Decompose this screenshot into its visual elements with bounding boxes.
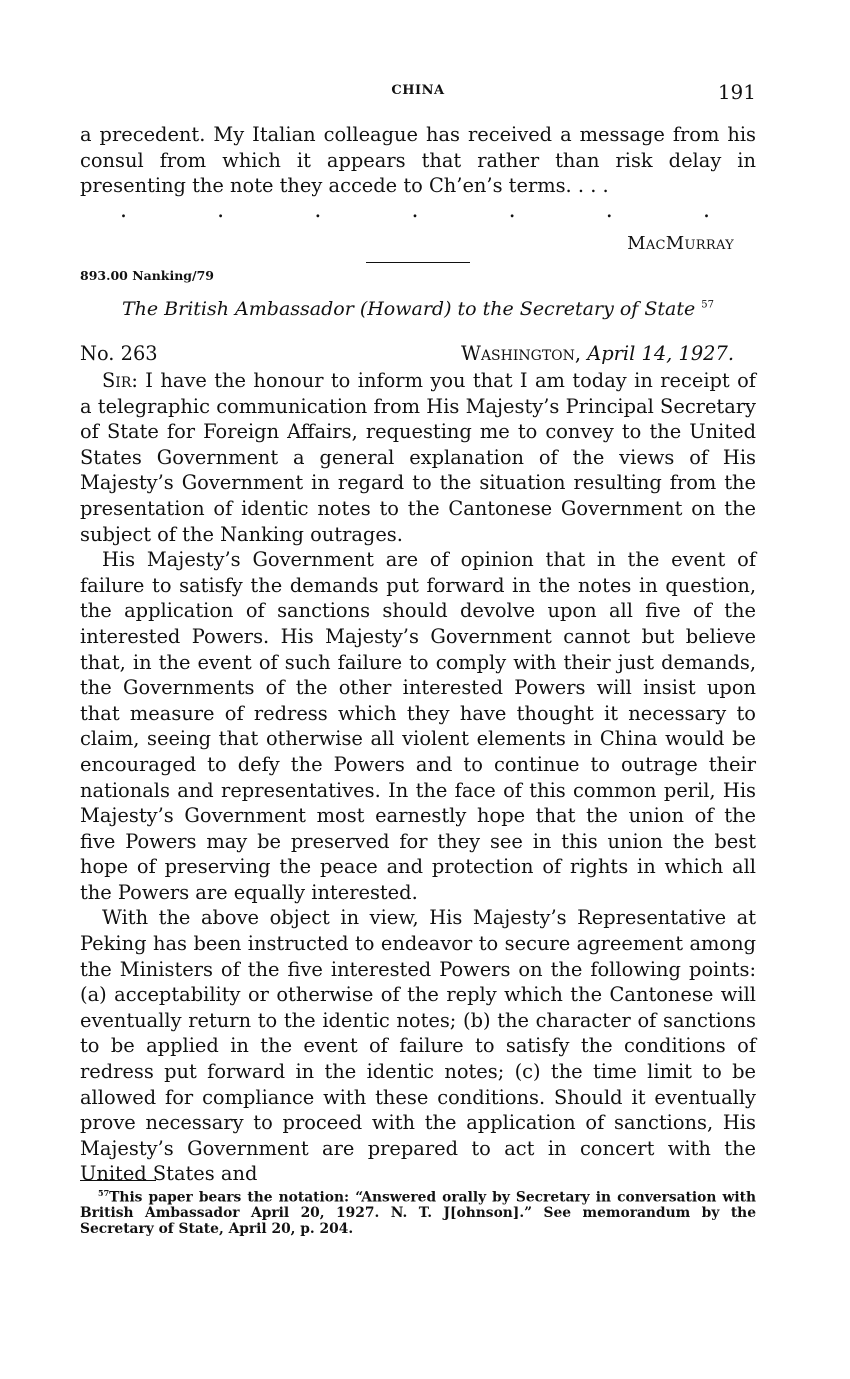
letter-paragraph: His Majesty’s Government are of opinion that in the event of failure to satisfy the demands put forward in the notes in question, the application of sanctions should devolve upon all five of the interested Powers. His Majesty’s Government cannot but believe that, in the event of such failure to comply with their just demands, the Governments of the other interested Powers will insist upon that measure of redress which they have thought it necessary to claim, seeing that otherwise all violent elements in China would be encouraged to defy the Powers and to continue to outrage their nationals and representatives. In the face of this common peril, His Majesty’s Government most earnestly hope that the union of the five Powers may be preserved for they see in this union the best hope of preserving the peace and protection of rights in which all the Powers are equally interested.: [80, 548, 756, 904]
footnote-text: This paper bears the notation: “Answered orally by Secretary in conversation with British Ambassador April 20, 1927. N. T. J[ohnson].” See memorandum by the Secretary of State, April 20, p. 204.: [80, 1189, 756, 1237]
letter-body: [80, 368, 756, 1187]
dateline-place: Washington,: [461, 342, 582, 365]
omission-dots: [120, 200, 710, 222]
omission-dot: .: [702, 198, 710, 223]
continued-text-block: [80, 122, 756, 199]
document-heading: [80, 298, 756, 320]
continued-paragraph: a precedent. My Italian colleague has received a message from his consul from which it appears that rather than risk delay in presenting the note they accede to Ch’en’s terms. . . .: [80, 123, 756, 198]
running-head-title: CHINA: [391, 83, 445, 98]
page-number: 191: [717, 80, 756, 104]
footnote-reference: 57: [701, 299, 714, 311]
place-and-date: [461, 342, 734, 365]
footnote-rule: [80, 1180, 156, 1181]
signature: MacMurray: [627, 233, 734, 254]
dispatch-number: No. 263: [80, 342, 158, 365]
heading-text: The British Ambassador (Howard) to the Secretary of State: [121, 298, 696, 320]
section-divider: [366, 262, 470, 263]
running-head: [80, 80, 756, 104]
omission-dot: .: [605, 198, 613, 223]
omission-dot: .: [120, 198, 127, 223]
omission-dot: .: [217, 198, 225, 223]
letter-paragraph: [80, 368, 756, 547]
omission-dot: .: [508, 198, 516, 223]
file-number: 893.00 Nanking/79: [80, 268, 215, 283]
dateline: [80, 342, 756, 368]
salutation: Sir:: [102, 369, 138, 392]
footnote: [80, 1186, 756, 1237]
omission-dot: .: [411, 198, 419, 223]
letter-paragraph: With the above object in view, His Majesty’s Representative at Peking has been instructed to endeavor to secure agreement among the Ministers of the five interested Powers on the following points: (a) acceptability or otherwise of the reply which the Cantonese will eventually return to the identic notes; (b) the character of sanctions to be applied in the event of failure to satisfy the conditions of redress put forward in the identic notes; (c) the time limit to be allowed for compliance with these conditions. Should it eventually prove necessary to proceed with the application of sanctions, His Majesty’s Government are prepared to act in concert with the United States and: [80, 906, 756, 1186]
paragraph-text: I have the honour to inform you that I am today in receipt of a telegraphic communication from His Majesty’s Principal Secretary of State for Foreign Affairs, requesting me to convey to the United States Government a general explanation of the views of His Majesty’s Government in regard to the situation resulting from the presentation of identic notes to the Cantonese Government on the subject of the Nanking outrages.: [80, 369, 756, 546]
omission-dot: .: [314, 198, 322, 223]
dateline-date: April 14, 1927.: [587, 342, 734, 365]
footnote-marker: 57: [98, 1188, 110, 1198]
